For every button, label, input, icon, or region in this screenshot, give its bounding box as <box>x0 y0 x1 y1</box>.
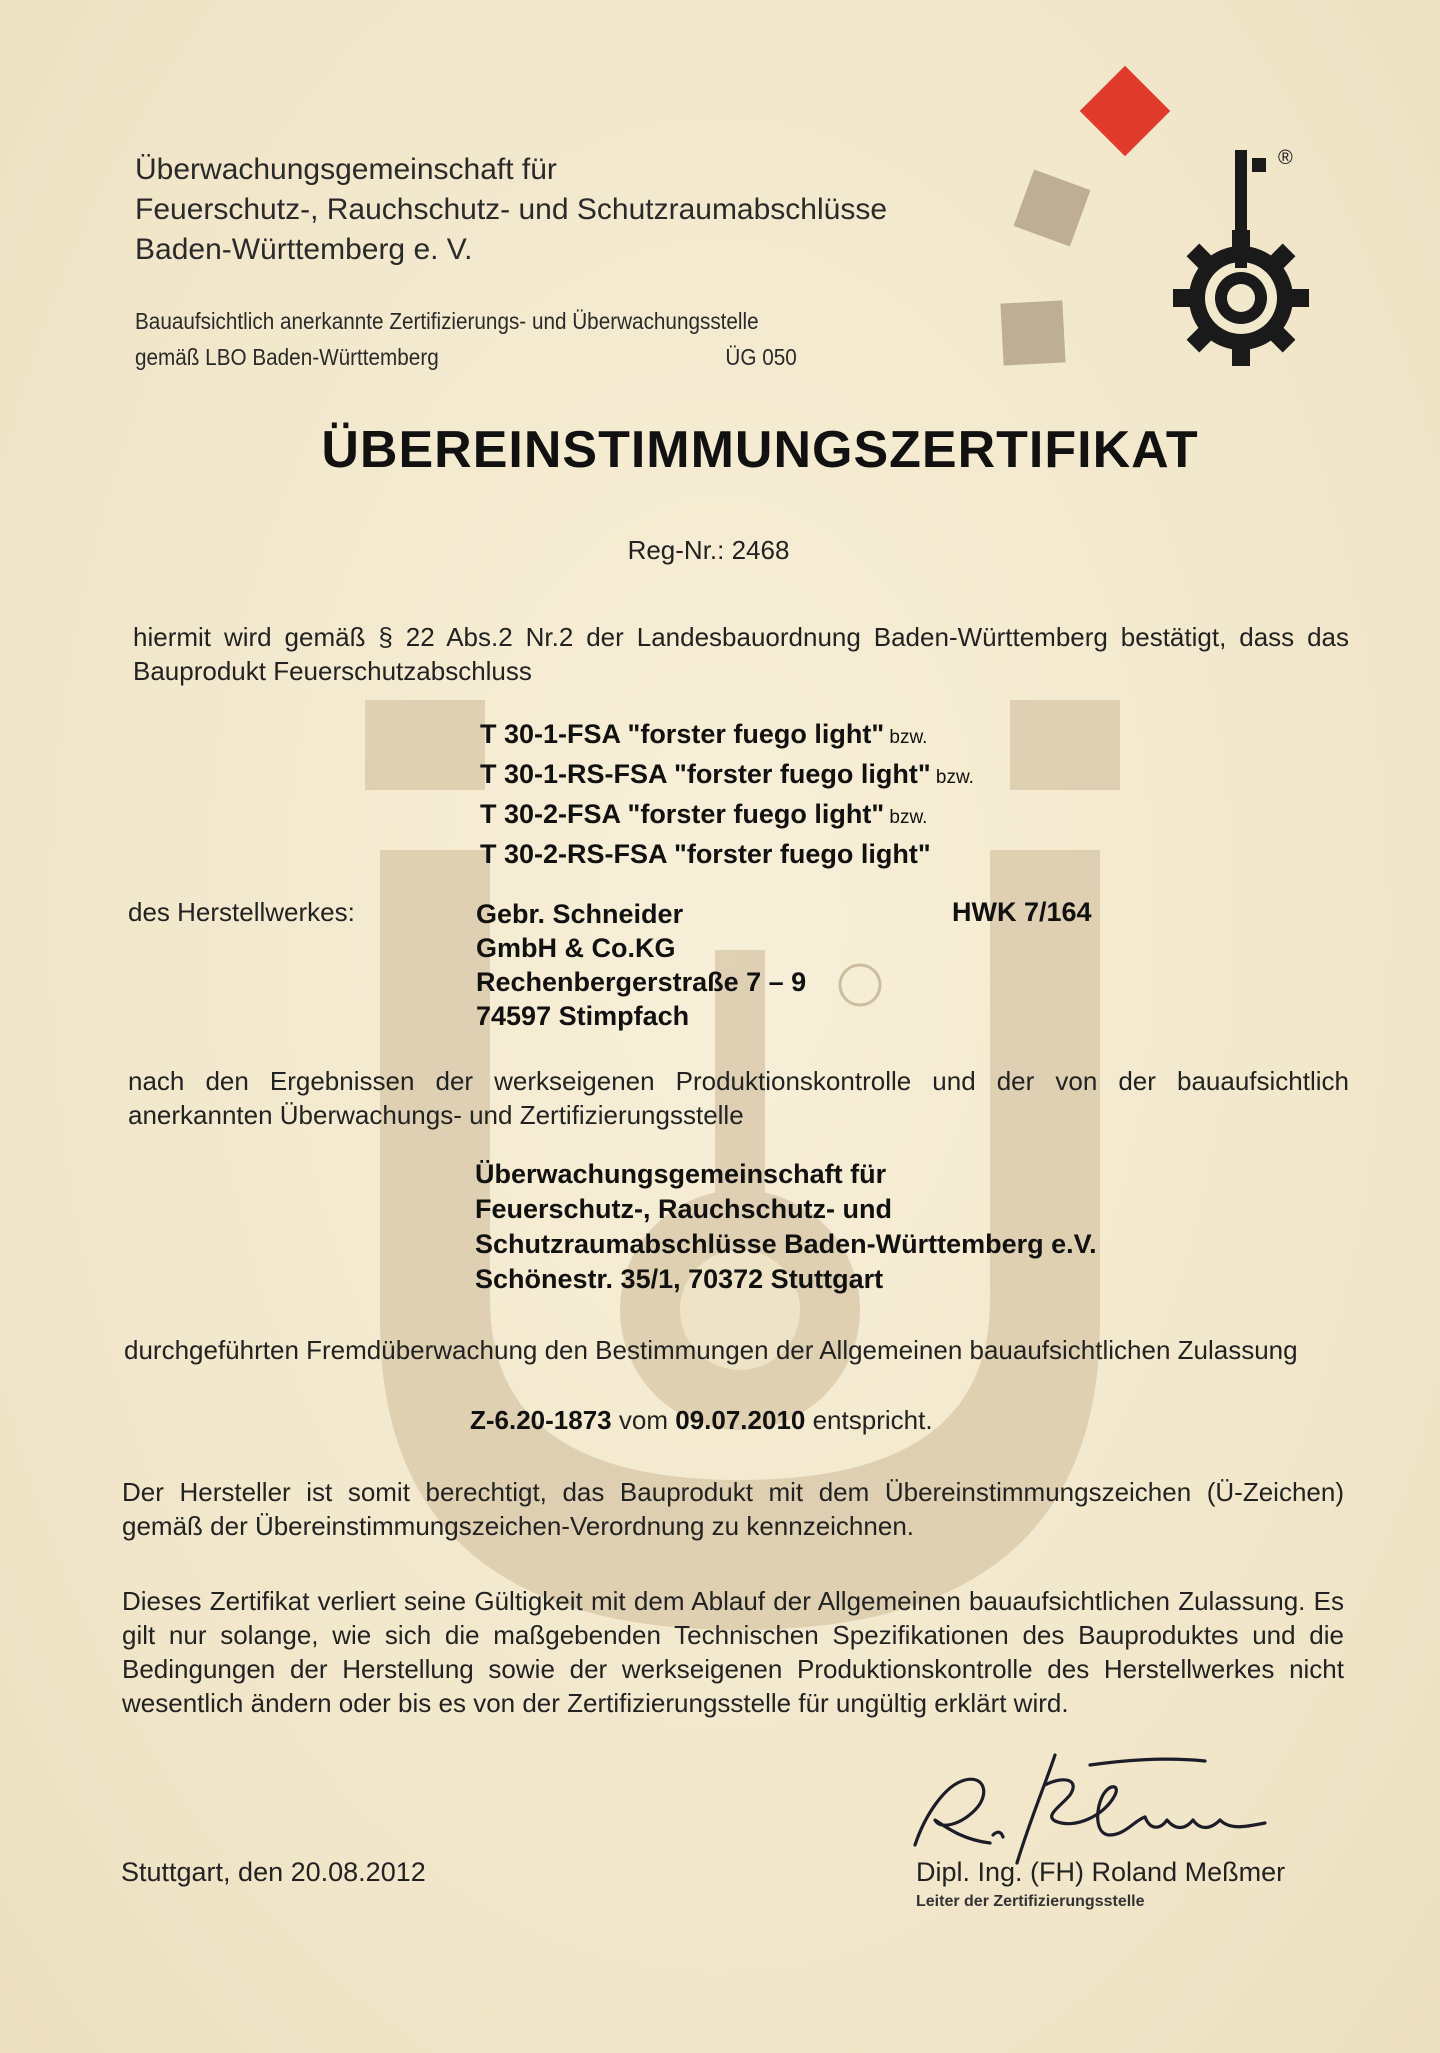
product-item: T 30-1-RS-FSA "forster fuego light" bzw. <box>480 759 974 789</box>
entitlement-paragraph: Der Hersteller ist somit berechtigt, das Bauprodukt mit dem Übereinstimmungszeichen (Ü-Zeichen) gemäß der Übereinstimmungszeichen-Verordnung zu kennzeichnen. <box>122 1477 1344 1541</box>
surveillance-paragraph: durchgeführten Fremdüberwachung den Bestimmungen der Allgemeinen bauaufsichtlichen Zulassung <box>124 1335 1298 1365</box>
org-line-3: Baden-Württemberg e. V. <box>135 233 473 266</box>
organization-name <box>135 150 887 270</box>
manufacturer-address <box>476 897 806 1033</box>
approval-date: 09.07.2010 <box>675 1405 806 1435</box>
product-item: T 30-2-RS-FSA "forster fuego light" <box>480 839 931 869</box>
product-item: T 30-1-FSA "forster fuego light" bzw. <box>480 719 928 749</box>
certifying-body-line: Überwachungsgemeinschaft für <box>475 1159 887 1189</box>
manufacturer-code: HWK 7/164 <box>952 897 1092 927</box>
certifying-body-address <box>475 1157 1097 1297</box>
manufacturer-label: des Herstellwerkes: <box>128 897 355 927</box>
gear-key-icon <box>1160 140 1320 370</box>
manufacturer-line: 74597 Stimpfach <box>476 1001 690 1031</box>
product-list <box>480 716 974 876</box>
intro-paragraph: hiermit wird gemäß § 22 Abs.2 Nr.2 der Landesbauordnung Baden-Württemberg bestätigt, dass das Bauprodukt Feuerschutzabschluss <box>133 622 1349 686</box>
place-and-date: Stuttgart, den 20.08.2012 <box>121 1857 426 1887</box>
org-line-1: Überwachungsgemeinschaft für <box>135 153 557 186</box>
logo-grey-square <box>1014 170 1091 247</box>
accredit-line-2: gemäß LBO Baden-Württemberg <box>135 344 439 370</box>
registration-number: Reg-Nr.: 2468 <box>627 535 790 565</box>
approval-number: Z-6.20-1873 <box>470 1405 612 1435</box>
certifying-body-line: Feuerschutz-, Rauchschutz- und <box>475 1194 893 1224</box>
signer-name: Dipl. Ing. (FH) Roland Meßmer <box>916 1857 1286 1887</box>
org-line-2: Feuerschutz-, Rauchschutz- und Schutzraumabschlüsse <box>135 193 888 226</box>
manufacturer-line: GmbH & Co.KG <box>476 933 676 963</box>
manufacturer-line: Gebr. Schneider <box>476 899 684 929</box>
registered-mark: ® <box>1278 147 1293 169</box>
accreditation-note <box>135 303 797 375</box>
approval-line: Z-6.20-1873 vom 09.07.2010 entspricht. <box>470 1405 933 1435</box>
certifying-body-line: Schutzraumabschlüsse Baden-Württemberg e.V. <box>475 1229 1097 1259</box>
signer-role: Leiter der Zertifizierungsstelle <box>916 1893 1145 1910</box>
handwritten-signature <box>905 1735 1305 1875</box>
validity-paragraph: Dieses Zertifikat verliert seine Gültigkeit mit dem Ablauf der Allgemeinen bauaufsichtlichen Zulassung. Es gilt nur solange, wie sich die maßgebenden Technischen Spezifikationen des Bauproduktes und die Bedingungen der Herstellung sowie der werkseigenen Produktionskontrolle des Herstellwerkes nicht wesentlich ändern oder bis es von der Zertifizierungsstelle für ungültig erklärt wird. <box>122 1586 1344 1718</box>
accredit-line-1: Bauaufsichtlich anerkannte Zertifizierungs- und Überwachungsstelle <box>135 308 759 334</box>
product-item: T 30-2-FSA "forster fuego light" bzw. <box>480 799 928 829</box>
logo-red-square <box>1080 66 1171 157</box>
certifying-body-line: Schönestr. 35/1, 70372 Stuttgart <box>475 1264 884 1294</box>
logo-grey-square <box>1000 300 1065 365</box>
document-title: ÜBEREINSTIMMUNGSZERTIFIKAT <box>321 421 1199 479</box>
accredit-code: ÜG 050 <box>725 344 797 370</box>
manufacturer-line: Rechenbergerstraße 7 – 9 <box>476 967 807 997</box>
results-paragraph: nach den Ergebnissen der werkseigenen Produktionskontrolle und der von der bauaufsichtlich anerkannten Überwachungs- und Zertifizierungsstelle <box>128 1066 1349 1130</box>
